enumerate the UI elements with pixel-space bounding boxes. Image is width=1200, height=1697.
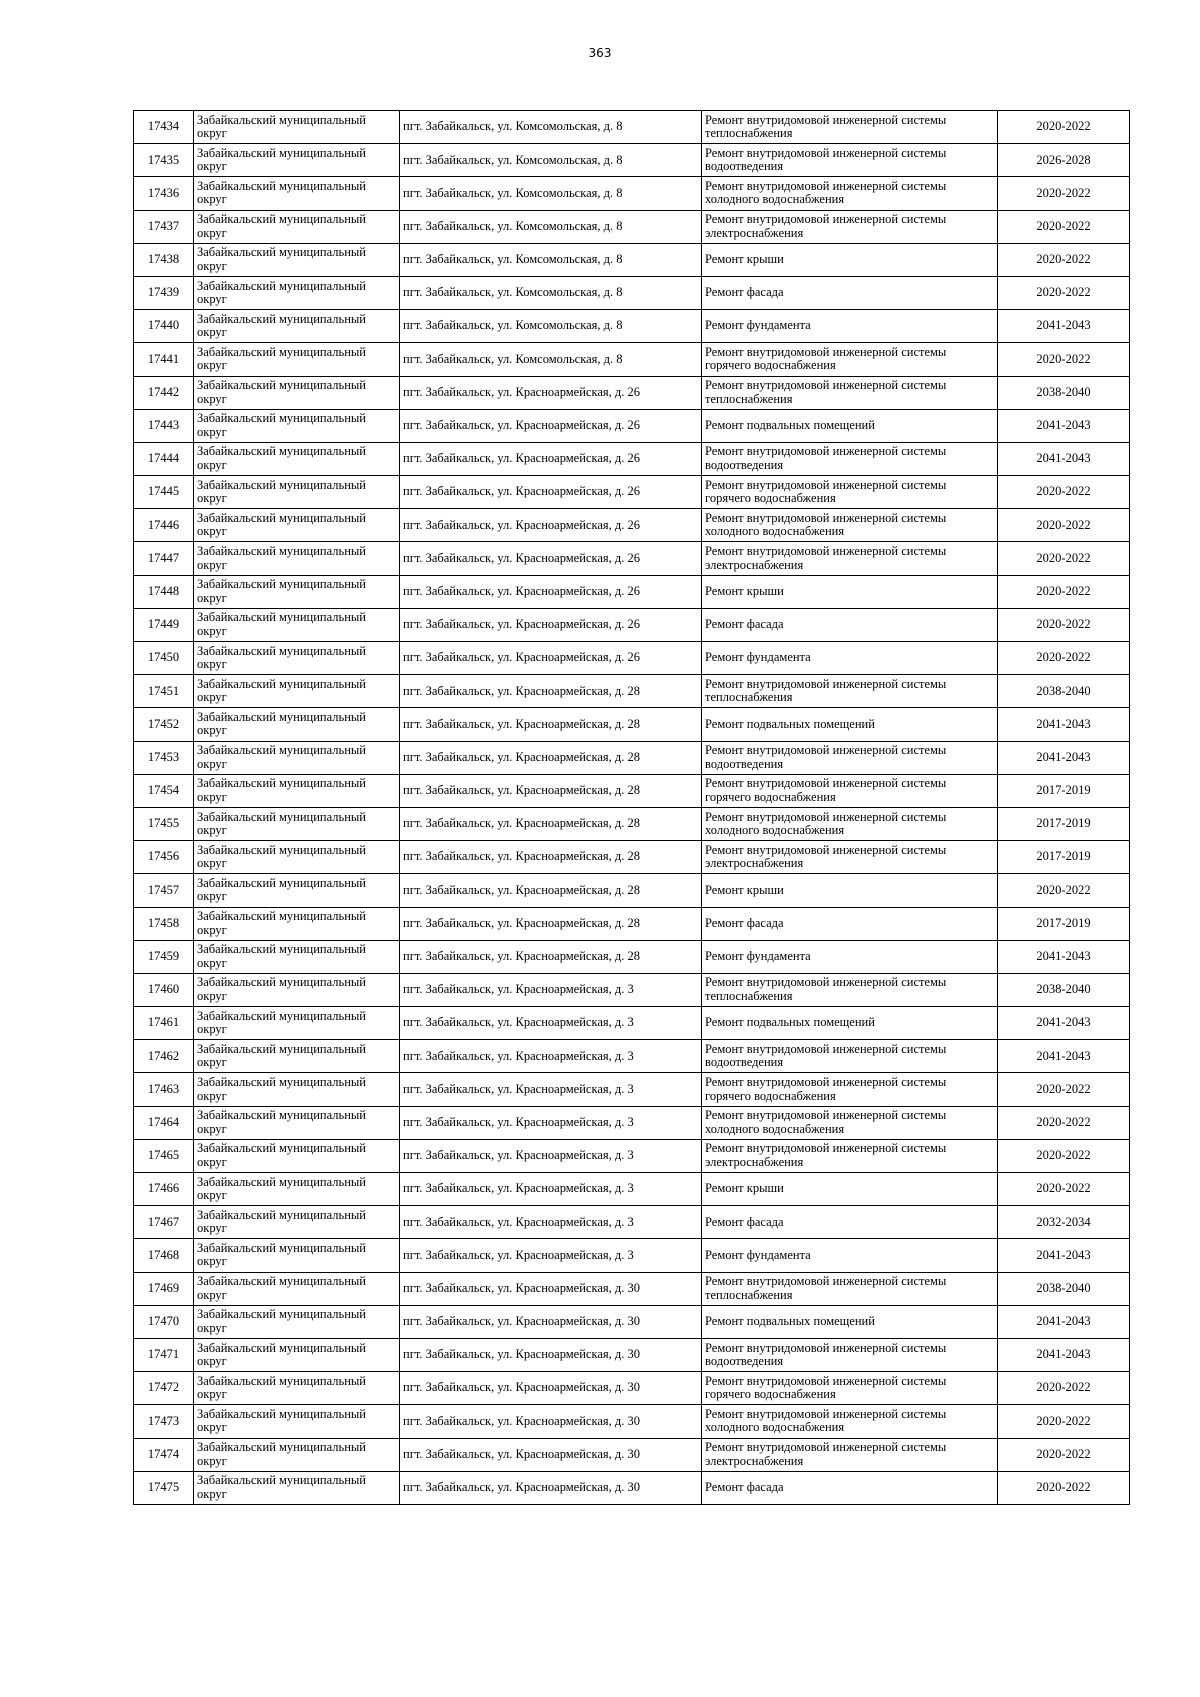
address-cell: пгт. Забайкальск, ул. Красноармейская, д. 3: [400, 1040, 702, 1073]
table-row: [134, 1338, 1130, 1371]
municipality-cell: Забайкальский муниципальный округ: [194, 973, 400, 1006]
municipality-cell: Забайкальский муниципальный округ: [194, 111, 400, 144]
work-type-cell: Ремонт крыши: [702, 575, 998, 608]
work-type-cell: Ремонт подвальных помещений: [702, 1305, 998, 1338]
work-type-cell: Ремонт внутридомовой инженерной системы электроснабжения: [702, 542, 998, 575]
municipality-cell: Забайкальский муниципальный округ: [194, 343, 400, 376]
municipality-cell: Забайкальский муниципальный округ: [194, 1338, 400, 1371]
table-row: [134, 1040, 1130, 1073]
work-type-cell: Ремонт фасада: [702, 907, 998, 940]
address-cell: пгт. Забайкальск, ул. Комсомольская, д. 8: [400, 310, 702, 343]
row-number-cell: 17460: [134, 973, 194, 1006]
address-cell: пгт. Забайкальск, ул. Красноармейская, д. 30: [400, 1438, 702, 1471]
period-cell: 2020-2022: [998, 1372, 1130, 1405]
address-cell: пгт. Забайкальск, ул. Красноармейская, д. 28: [400, 675, 702, 708]
row-number-cell: 17437: [134, 210, 194, 243]
work-type-cell: Ремонт подвальных помещений: [702, 409, 998, 442]
period-cell: 2020-2022: [998, 1073, 1130, 1106]
row-number-cell: 17446: [134, 509, 194, 542]
page-number: 363: [588, 46, 612, 60]
municipality-cell: Забайкальский муниципальный округ: [194, 243, 400, 276]
work-type-cell: Ремонт внутридомовой инженерной системы горячего водоснабжения: [702, 774, 998, 807]
table-row: [134, 675, 1130, 708]
row-number-cell: 17458: [134, 907, 194, 940]
address-cell: пгт. Забайкальск, ул. Красноармейская, д. 30: [400, 1272, 702, 1305]
address-cell: пгт. Забайкальск, ул. Красноармейская, д. 26: [400, 476, 702, 509]
period-cell: 2020-2022: [998, 1106, 1130, 1139]
period-cell: 2020-2022: [998, 177, 1130, 210]
period-cell: 2020-2022: [998, 343, 1130, 376]
table-row: [134, 144, 1130, 177]
period-cell: 2038-2040: [998, 376, 1130, 409]
period-cell: 2020-2022: [998, 210, 1130, 243]
address-cell: пгт. Забайкальск, ул. Красноармейская, д. 26: [400, 642, 702, 675]
table-row: [134, 741, 1130, 774]
municipality-cell: Забайкальский муниципальный округ: [194, 1106, 400, 1139]
address-cell: пгт. Забайкальск, ул. Комсомольская, д. 8: [400, 276, 702, 309]
address-cell: пгт. Забайкальск, ул. Красноармейская, д. 26: [400, 542, 702, 575]
work-type-cell: Ремонт фасада: [702, 608, 998, 641]
row-number-cell: 17441: [134, 343, 194, 376]
municipality-cell: Забайкальский муниципальный округ: [194, 1272, 400, 1305]
table-row: [134, 542, 1130, 575]
period-cell: 2041-2043: [998, 409, 1130, 442]
row-number-cell: 17438: [134, 243, 194, 276]
row-number-cell: 17459: [134, 940, 194, 973]
row-number-cell: 17472: [134, 1372, 194, 1405]
period-cell: 2020-2022: [998, 1405, 1130, 1438]
row-number-cell: 17444: [134, 442, 194, 475]
work-type-cell: Ремонт внутридомовой инженерной системы теплоснабжения: [702, 675, 998, 708]
work-type-cell: Ремонт внутридомовой инженерной системы теплоснабжения: [702, 376, 998, 409]
table-row: [134, 1139, 1130, 1172]
address-cell: пгт. Забайкальск, ул. Красноармейская, д. 3: [400, 1206, 702, 1239]
period-cell: 2041-2043: [998, 442, 1130, 475]
table-row: [134, 1405, 1130, 1438]
address-cell: пгт. Забайкальск, ул. Комсомольская, д. 8: [400, 210, 702, 243]
table-row: [134, 708, 1130, 741]
municipality-cell: Забайкальский муниципальный округ: [194, 1405, 400, 1438]
address-cell: пгт. Забайкальск, ул. Красноармейская, д. 30: [400, 1372, 702, 1405]
table-row: [134, 310, 1130, 343]
work-type-cell: Ремонт внутридомовой инженерной системы холодного водоснабжения: [702, 509, 998, 542]
period-cell: 2020-2022: [998, 874, 1130, 907]
municipality-cell: Забайкальский муниципальный округ: [194, 144, 400, 177]
address-cell: пгт. Забайкальск, ул. Красноармейская, д. 3: [400, 1106, 702, 1139]
address-cell: пгт. Забайкальск, ул. Красноармейская, д. 26: [400, 442, 702, 475]
row-number-cell: 17469: [134, 1272, 194, 1305]
row-number-cell: 17439: [134, 276, 194, 309]
work-type-cell: Ремонт фасада: [702, 276, 998, 309]
period-cell: 2020-2022: [998, 1438, 1130, 1471]
address-cell: пгт. Забайкальск, ул. Комсомольская, д. 8: [400, 177, 702, 210]
row-number-cell: 17440: [134, 310, 194, 343]
address-cell: пгт. Забайкальск, ул. Красноармейская, д. 3: [400, 1139, 702, 1172]
work-type-cell: Ремонт крыши: [702, 874, 998, 907]
work-type-cell: Ремонт внутридомовой инженерной системы водоотведения: [702, 442, 998, 475]
work-type-cell: Ремонт внутридомовой инженерной системы электроснабжения: [702, 1438, 998, 1471]
row-number-cell: 17465: [134, 1139, 194, 1172]
work-type-cell: Ремонт крыши: [702, 243, 998, 276]
address-cell: пгт. Забайкальск, ул. Красноармейская, д. 26: [400, 575, 702, 608]
municipality-cell: Забайкальский муниципальный округ: [194, 1239, 400, 1272]
address-cell: пгт. Забайкальск, ул. Комсомольская, д. 8: [400, 111, 702, 144]
period-cell: 2041-2043: [998, 741, 1130, 774]
table-row: [134, 1239, 1130, 1272]
row-number-cell: 17434: [134, 111, 194, 144]
work-type-cell: Ремонт внутридомовой инженерной системы холодного водоснабжения: [702, 1405, 998, 1438]
address-cell: пгт. Забайкальск, ул. Красноармейская, д. 30: [400, 1305, 702, 1338]
period-cell: 2041-2043: [998, 1040, 1130, 1073]
table-row: [134, 509, 1130, 542]
address-cell: пгт. Забайкальск, ул. Красноармейская, д. 3: [400, 1007, 702, 1040]
municipality-cell: Забайкальский муниципальный округ: [194, 741, 400, 774]
municipality-cell: Забайкальский муниципальный округ: [194, 1040, 400, 1073]
work-type-cell: Ремонт внутридомовой инженерной системы горячего водоснабжения: [702, 343, 998, 376]
period-cell: 2017-2019: [998, 807, 1130, 840]
row-number-cell: 17453: [134, 741, 194, 774]
work-type-cell: Ремонт внутридомовой инженерной системы теплоснабжения: [702, 111, 998, 144]
address-cell: пгт. Забайкальск, ул. Красноармейская, д. 28: [400, 774, 702, 807]
municipality-cell: Забайкальский муниципальный округ: [194, 907, 400, 940]
address-cell: пгт. Забайкальск, ул. Красноармейская, д. 3: [400, 973, 702, 1006]
address-cell: пгт. Забайкальск, ул. Красноармейская, д. 30: [400, 1471, 702, 1504]
row-number-cell: 17475: [134, 1471, 194, 1504]
period-cell: 2041-2043: [998, 1305, 1130, 1338]
work-type-cell: Ремонт внутридомовой инженерной системы холодного водоснабжения: [702, 1106, 998, 1139]
address-cell: пгт. Забайкальск, ул. Красноармейская, д. 28: [400, 841, 702, 874]
work-type-cell: Ремонт внутридомовой инженерной системы водоотведения: [702, 1040, 998, 1073]
table-row: [134, 476, 1130, 509]
address-cell: пгт. Забайкальск, ул. Красноармейская, д. 28: [400, 907, 702, 940]
period-cell: 2020-2022: [998, 276, 1130, 309]
work-type-cell: Ремонт внутридомовой инженерной системы водоотведения: [702, 1338, 998, 1371]
address-cell: пгт. Забайкальск, ул. Красноармейская, д. 3: [400, 1173, 702, 1206]
row-number-cell: 17450: [134, 642, 194, 675]
municipality-cell: Забайкальский муниципальный округ: [194, 575, 400, 608]
table-row: [134, 210, 1130, 243]
address-cell: пгт. Забайкальск, ул. Комсомольская, д. 8: [400, 343, 702, 376]
table-row: [134, 1372, 1130, 1405]
address-cell: пгт. Забайкальск, ул. Красноармейская, д. 26: [400, 376, 702, 409]
row-number-cell: 17463: [134, 1073, 194, 1106]
table-row: [134, 774, 1130, 807]
period-cell: 2020-2022: [998, 1471, 1130, 1504]
table-row: [134, 409, 1130, 442]
municipality-cell: Забайкальский муниципальный округ: [194, 675, 400, 708]
table-row: [134, 1007, 1130, 1040]
work-type-cell: Ремонт внутридомовой инженерной системы горячего водоснабжения: [702, 1372, 998, 1405]
work-type-cell: Ремонт фундамента: [702, 310, 998, 343]
period-cell: 2032-2034: [998, 1206, 1130, 1239]
row-number-cell: 17442: [134, 376, 194, 409]
table-row: [134, 376, 1130, 409]
period-cell: 2020-2022: [998, 243, 1130, 276]
work-type-cell: Ремонт фундамента: [702, 1239, 998, 1272]
address-cell: пгт. Забайкальск, ул. Красноармейская, д. 3: [400, 1239, 702, 1272]
municipality-cell: Забайкальский муниципальный округ: [194, 1372, 400, 1405]
work-type-cell: Ремонт фасада: [702, 1206, 998, 1239]
row-number-cell: 17447: [134, 542, 194, 575]
municipality-cell: Забайкальский муниципальный округ: [194, 1173, 400, 1206]
row-number-cell: 17464: [134, 1106, 194, 1139]
repair-schedule-table: [133, 110, 1130, 1505]
municipality-cell: Забайкальский муниципальный округ: [194, 940, 400, 973]
table-row: [134, 940, 1130, 973]
table-row: [134, 841, 1130, 874]
table-row: [134, 1272, 1130, 1305]
row-number-cell: 17448: [134, 575, 194, 608]
municipality-cell: Забайкальский муниципальный округ: [194, 1206, 400, 1239]
row-number-cell: 17461: [134, 1007, 194, 1040]
table-row: [134, 907, 1130, 940]
row-number-cell: 17454: [134, 774, 194, 807]
row-number-cell: 17436: [134, 177, 194, 210]
address-cell: пгт. Забайкальск, ул. Красноармейская, д. 28: [400, 940, 702, 973]
row-number-cell: 17457: [134, 874, 194, 907]
period-cell: 2038-2040: [998, 675, 1130, 708]
row-number-cell: 17445: [134, 476, 194, 509]
work-type-cell: Ремонт подвальных помещений: [702, 1007, 998, 1040]
municipality-cell: Забайкальский муниципальный округ: [194, 509, 400, 542]
row-number-cell: 17455: [134, 807, 194, 840]
address-cell: пгт. Забайкальск, ул. Комсомольская, д. 8: [400, 243, 702, 276]
work-type-cell: Ремонт внутридомовой инженерной системы водоотведения: [702, 144, 998, 177]
period-cell: 2041-2043: [998, 1338, 1130, 1371]
period-cell: 2017-2019: [998, 907, 1130, 940]
period-cell: 2038-2040: [998, 1272, 1130, 1305]
work-type-cell: Ремонт внутридомовой инженерной системы холодного водоснабжения: [702, 807, 998, 840]
row-number-cell: 17449: [134, 608, 194, 641]
municipality-cell: Забайкальский муниципальный округ: [194, 1305, 400, 1338]
municipality-cell: Забайкальский муниципальный округ: [194, 276, 400, 309]
address-cell: пгт. Забайкальск, ул. Красноармейская, д. 30: [400, 1405, 702, 1438]
work-type-cell: Ремонт фундамента: [702, 940, 998, 973]
table-row: [134, 1106, 1130, 1139]
row-number-cell: 17470: [134, 1305, 194, 1338]
municipality-cell: Забайкальский муниципальный округ: [194, 476, 400, 509]
table-row: [134, 177, 1130, 210]
table-row: [134, 1438, 1130, 1471]
table-row: [134, 973, 1130, 1006]
table-row: [134, 1471, 1130, 1504]
municipality-cell: Забайкальский муниципальный округ: [194, 608, 400, 641]
table-row: [134, 1073, 1130, 1106]
address-cell: пгт. Забайкальск, ул. Красноармейская, д. 26: [400, 608, 702, 641]
row-number-cell: 17443: [134, 409, 194, 442]
table-row: [134, 243, 1130, 276]
table-body: [134, 111, 1130, 1505]
period-cell: 2020-2022: [998, 1173, 1130, 1206]
period-cell: 2020-2022: [998, 111, 1130, 144]
period-cell: 2017-2019: [998, 774, 1130, 807]
table-row: [134, 1206, 1130, 1239]
municipality-cell: Забайкальский муниципальный округ: [194, 774, 400, 807]
work-type-cell: Ремонт подвальных помещений: [702, 708, 998, 741]
period-cell: 2020-2022: [998, 642, 1130, 675]
period-cell: 2026-2028: [998, 144, 1130, 177]
period-cell: 2020-2022: [998, 608, 1130, 641]
work-type-cell: Ремонт крыши: [702, 1173, 998, 1206]
address-cell: пгт. Забайкальск, ул. Комсомольская, д. 8: [400, 144, 702, 177]
table-row: [134, 1173, 1130, 1206]
work-type-cell: Ремонт внутридомовой инженерной системы электроснабжения: [702, 1139, 998, 1172]
period-cell: 2017-2019: [998, 841, 1130, 874]
table-row: [134, 276, 1130, 309]
municipality-cell: Забайкальский муниципальный округ: [194, 1139, 400, 1172]
municipality-cell: Забайкальский муниципальный округ: [194, 1438, 400, 1471]
municipality-cell: Забайкальский муниципальный округ: [194, 1073, 400, 1106]
table-row: [134, 575, 1130, 608]
row-number-cell: 17435: [134, 144, 194, 177]
municipality-cell: Забайкальский муниципальный округ: [194, 642, 400, 675]
period-cell: 2020-2022: [998, 1139, 1130, 1172]
table-row: [134, 442, 1130, 475]
municipality-cell: Забайкальский муниципальный округ: [194, 874, 400, 907]
period-cell: 2041-2043: [998, 940, 1130, 973]
address-cell: пгт. Забайкальск, ул. Красноармейская, д. 3: [400, 1073, 702, 1106]
work-type-cell: Ремонт внутридомовой инженерной системы горячего водоснабжения: [702, 1073, 998, 1106]
municipality-cell: Забайкальский муниципальный округ: [194, 1471, 400, 1504]
row-number-cell: 17474: [134, 1438, 194, 1471]
period-cell: 2038-2040: [998, 973, 1130, 1006]
municipality-cell: Забайкальский муниципальный округ: [194, 708, 400, 741]
table-row: [134, 807, 1130, 840]
municipality-cell: Забайкальский муниципальный округ: [194, 409, 400, 442]
municipality-cell: Забайкальский муниципальный округ: [194, 376, 400, 409]
municipality-cell: Забайкальский муниципальный округ: [194, 841, 400, 874]
work-type-cell: Ремонт внутридомовой инженерной системы холодного водоснабжения: [702, 177, 998, 210]
table-row: [134, 608, 1130, 641]
address-cell: пгт. Забайкальск, ул. Красноармейская, д. 30: [400, 1338, 702, 1371]
municipality-cell: Забайкальский муниципальный округ: [194, 542, 400, 575]
address-cell: пгт. Забайкальск, ул. Красноармейская, д. 26: [400, 509, 702, 542]
municipality-cell: Забайкальский муниципальный округ: [194, 442, 400, 475]
period-cell: 2041-2043: [998, 1239, 1130, 1272]
row-number-cell: 17462: [134, 1040, 194, 1073]
table-row: [134, 111, 1130, 144]
table-row: [134, 642, 1130, 675]
work-type-cell: Ремонт фундамента: [702, 642, 998, 675]
row-number-cell: 17451: [134, 675, 194, 708]
municipality-cell: Забайкальский муниципальный округ: [194, 177, 400, 210]
period-cell: 2041-2043: [998, 708, 1130, 741]
period-cell: 2041-2043: [998, 1007, 1130, 1040]
work-type-cell: Ремонт внутридомовой инженерной системы водоотведения: [702, 741, 998, 774]
address-cell: пгт. Забайкальск, ул. Красноармейская, д. 28: [400, 874, 702, 907]
row-number-cell: 17473: [134, 1405, 194, 1438]
period-cell: 2020-2022: [998, 542, 1130, 575]
period-cell: 2020-2022: [998, 575, 1130, 608]
address-cell: пгт. Забайкальск, ул. Красноармейская, д. 28: [400, 741, 702, 774]
table-row: [134, 1305, 1130, 1338]
table-row: [134, 874, 1130, 907]
period-cell: 2020-2022: [998, 476, 1130, 509]
period-cell: 2020-2022: [998, 509, 1130, 542]
row-number-cell: 17456: [134, 841, 194, 874]
row-number-cell: 17471: [134, 1338, 194, 1371]
row-number-cell: 17468: [134, 1239, 194, 1272]
row-number-cell: 17466: [134, 1173, 194, 1206]
address-cell: пгт. Забайкальск, ул. Красноармейская, д. 28: [400, 807, 702, 840]
address-cell: пгт. Забайкальск, ул. Красноармейская, д. 26: [400, 409, 702, 442]
work-type-cell: Ремонт внутридомовой инженерной системы теплоснабжения: [702, 973, 998, 1006]
work-type-cell: Ремонт внутридомовой инженерной системы горячего водоснабжения: [702, 476, 998, 509]
work-type-cell: Ремонт внутридомовой инженерной системы теплоснабжения: [702, 1272, 998, 1305]
municipality-cell: Забайкальский муниципальный округ: [194, 807, 400, 840]
work-type-cell: Ремонт внутридомовой инженерной системы электроснабжения: [702, 210, 998, 243]
work-type-cell: Ремонт фасада: [702, 1471, 998, 1504]
row-number-cell: 17452: [134, 708, 194, 741]
work-type-cell: Ремонт внутридомовой инженерной системы электроснабжения: [702, 841, 998, 874]
period-cell: 2041-2043: [998, 310, 1130, 343]
municipality-cell: Забайкальский муниципальный округ: [194, 1007, 400, 1040]
municipality-cell: Забайкальский муниципальный округ: [194, 210, 400, 243]
row-number-cell: 17467: [134, 1206, 194, 1239]
table-row: [134, 343, 1130, 376]
address-cell: пгт. Забайкальск, ул. Красноармейская, д. 28: [400, 708, 702, 741]
municipality-cell: Забайкальский муниципальный округ: [194, 310, 400, 343]
